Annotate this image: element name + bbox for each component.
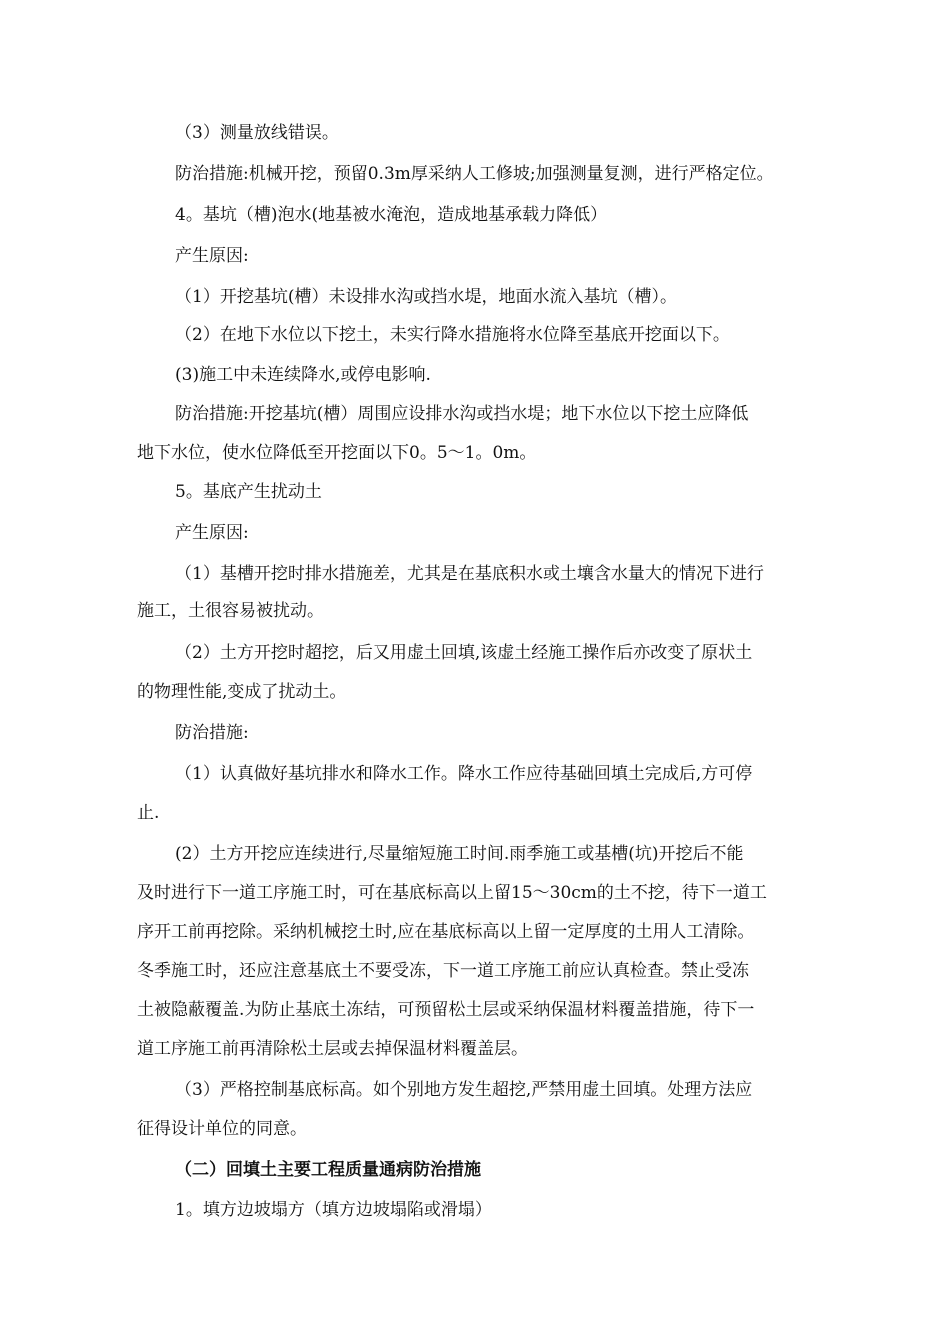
section-heading: 4。基坑（槽)泡水(地基被水淹泡，造成地基承载力降低）: [175, 205, 608, 225]
paragraph-line: (2）土方开挖应连续进行,尽量缩短施工时间.雨季施工或基槽(坑)开挖后不能: [175, 844, 744, 864]
paragraph-line: 土被隐蔽覆盖.为防止基底土冻结，可预留松土层或采纳保温材料覆盖措施，待下一: [137, 1000, 755, 1020]
paragraph-line: （2）土方开挖时超挖，后又用虚土回填,该虚土经施工操作后亦改变了原状土: [175, 643, 753, 663]
paragraph-line: 地下水位，使水位降低至开挖面以下0。5～1。0m。: [137, 443, 537, 463]
chapter-heading: （二）回填土主要工程质量通病防治措施: [175, 1160, 481, 1180]
paragraph-line: 产生原因:: [175, 246, 249, 266]
paragraph-line: 征得设计单位的同意。: [137, 1119, 307, 1139]
paragraph-line: 道工序施工前再清除松土层或去掉保温材料覆盖层。: [137, 1039, 528, 1059]
paragraph-line: (3)施工中未连续降水,或停电影响.: [175, 365, 431, 385]
paragraph-line: 防治措施:开挖基坑(槽）周围应设排水沟或挡水堤；地下水位以下挖土应降低: [175, 404, 749, 424]
paragraph-line: 序开工前再挖除。采纳机械挖土时,应在基底标高以上留一定厚度的土用人工清除。: [137, 922, 755, 942]
paragraph-line: （3）测量放线错误。: [175, 123, 339, 143]
paragraph-line: 止.: [137, 803, 160, 823]
paragraph-line: （2）在地下水位以下挖土，未实行降水措施将水位降至基底开挖面以下。: [175, 325, 730, 345]
paragraph-line: （1）认真做好基坑排水和降水工作。降水工作应待基础回填土完成后,方可停: [175, 764, 753, 784]
paragraph-line: （1）开挖基坑(槽）未设排水沟或挡水堤，地面水流入基坑（槽）。: [175, 287, 677, 307]
paragraph-line: 及时进行下一道工序施工时，可在基底标高以上留15～30cm的土不挖，待下一道工: [137, 883, 767, 903]
section-heading: 5。基底产生扰动土: [175, 482, 322, 502]
paragraph-line: （3）严格控制基底标高。如个别地方发生超挖,严禁用虚土回填。处理方法应: [175, 1080, 753, 1100]
paragraph-line: 防治措施:: [175, 723, 249, 743]
paragraph-line: 施工，土很容易被扰动。: [137, 601, 324, 621]
paragraph-line: 防治措施:机械开挖，预留0.3m厚采纳人工修坡;加强测量复测，进行严格定位。: [175, 164, 774, 184]
paragraph-line: 产生原因:: [175, 523, 249, 543]
paragraph-line: 的物理性能,变成了扰动土。: [137, 682, 347, 702]
paragraph-line: （1）基槽开挖时排水措施差，尤其是在基底积水或土壤含水量大的情况下进行: [175, 564, 764, 584]
section-heading: 1。填方边坡塌方（填方边坡塌陷或滑塌）: [175, 1200, 492, 1220]
paragraph-line: 冬季施工时，还应注意基底土不要受冻，下一道工序施工前应认真检查。禁止受冻: [137, 961, 749, 981]
